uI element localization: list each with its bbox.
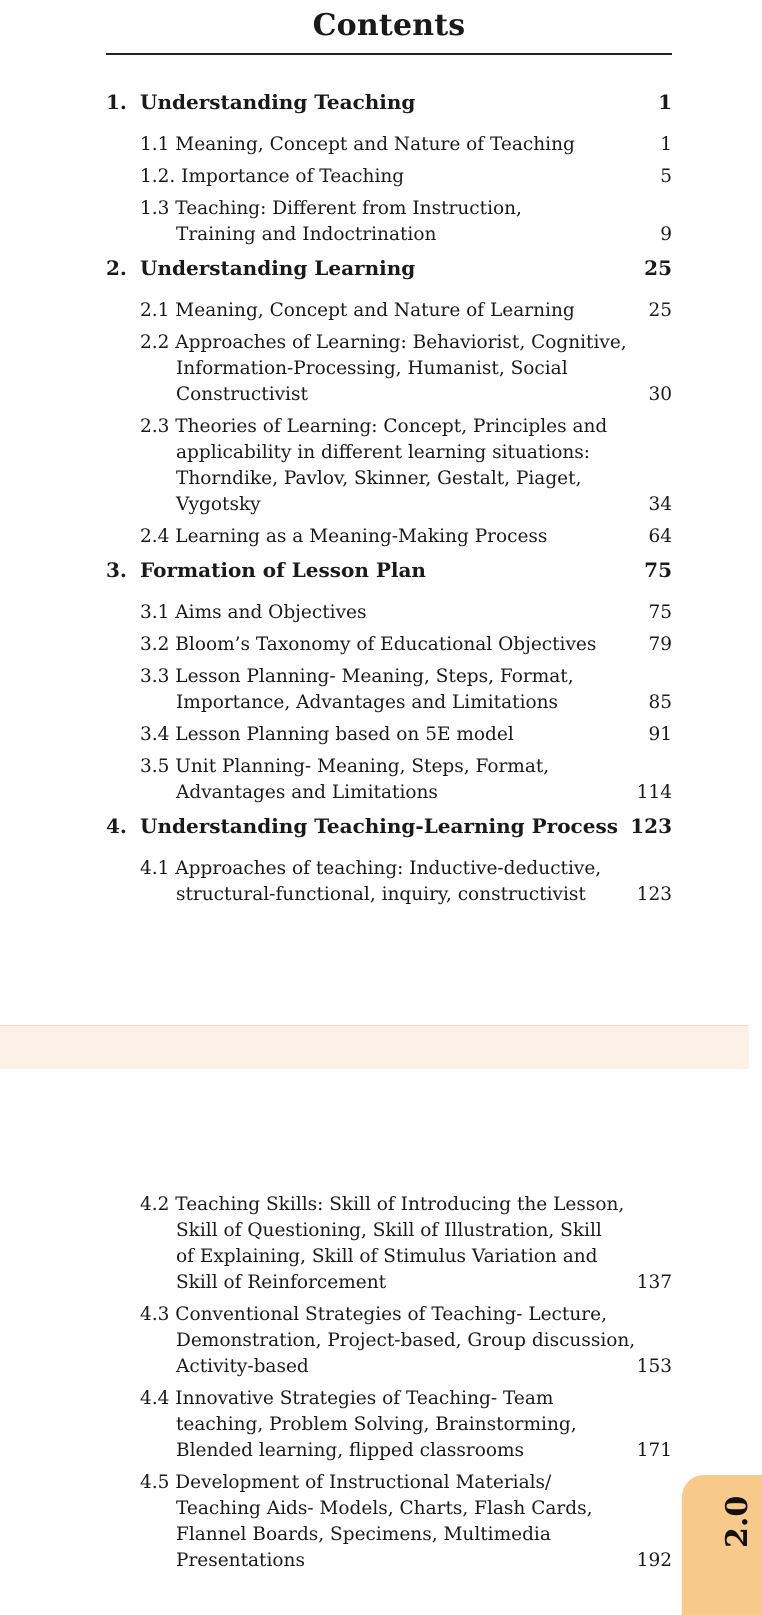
toc-entry-line: 2.1 Meaning, Concept and Nature of Learning (140, 300, 575, 321)
toc-entry-line: Teaching Aids- Models, Charts, Flash Cards, (176, 1498, 593, 1519)
toc-entry[interactable] (106, 722, 672, 748)
toc-chapter[interactable] (106, 90, 672, 126)
toc-entry[interactable] (106, 298, 672, 324)
toc-entry-line: Skill of Reinforcement (176, 1272, 387, 1293)
toc-entry[interactable] (106, 1386, 672, 1464)
toc-entry[interactable] (106, 330, 672, 408)
toc-entry-line: Advantages and Limitations (176, 782, 438, 803)
toc-entry[interactable] (106, 1192, 672, 1296)
toc-entry-title (140, 132, 614, 158)
toc-entry-page: 5 (660, 166, 672, 187)
chapter-page: 123 (630, 814, 672, 838)
toc-entry-line: Thorndike, Pavlov, Skinner, Gestalt, Piaget, (176, 468, 582, 489)
toc-entry-line: 4.2 Teaching Skills: Skill of Introducing the Lesson, (140, 1194, 625, 1215)
toc-entry[interactable] (106, 754, 672, 806)
toc-entry-line: 4.4 Innovative Strategies of Teaching- Team (140, 1388, 554, 1409)
toc-entry-page: 171 (636, 1440, 672, 1461)
toc-entry-line: Demonstration, Project-based, Group discussion, (176, 1330, 636, 1351)
toc-entry[interactable] (106, 196, 672, 248)
toc-entry-line: 4.1 Approaches of teaching: Inductive-deductive, (140, 858, 602, 879)
toc-entry-line: 4.5 Development of Instructional Materials/ (140, 1472, 552, 1493)
chapter-spacer (106, 914, 672, 916)
toc-entry-title (140, 600, 614, 626)
toc-entry-line: Presentations (176, 1550, 305, 1571)
toc-entry-title (140, 414, 614, 518)
toc-list-part-1 (106, 90, 672, 916)
toc-entry-line: 2.2 Approaches of Learning: Behaviorist, Cognitive, (140, 332, 627, 353)
chapter-page: 1 (658, 90, 672, 114)
toc-chapter[interactable] (106, 558, 672, 594)
toc-entry-page: 153 (636, 1356, 672, 1377)
toc-entry-title (140, 754, 614, 806)
toc-entry-line: Activity-based (176, 1356, 309, 1377)
toc-entry-line: 2.3 Theories of Learning: Concept, Principles and (140, 416, 608, 437)
toc-entry-line: 1.2. Importance of Teaching (140, 166, 405, 187)
toc-entry-page: 85 (648, 692, 672, 713)
toc-entry-page: 114 (636, 782, 672, 803)
toc-entry-page: 91 (648, 724, 672, 745)
toc-entry-title (140, 524, 614, 550)
chapter-title: Formation of Lesson Plan (140, 558, 426, 582)
toc-entry-title (140, 856, 614, 908)
toc-entry-line: 3.4 Lesson Planning based on 5E model (140, 724, 514, 745)
toc-entry[interactable] (106, 632, 672, 658)
toc-entry[interactable] (106, 164, 672, 190)
toc-entry-title (140, 330, 627, 408)
chapter-page: 25 (644, 256, 672, 280)
toc-entry-page: 30 (648, 384, 672, 405)
toc-entry-line: teaching, Problem Solving, Brainstorming, (176, 1414, 577, 1435)
toc-chapter[interactable] (106, 256, 672, 292)
toc-entry-page: 1 (660, 134, 672, 155)
toc-entry-title (140, 1302, 636, 1380)
toc-entry[interactable] (106, 1302, 672, 1380)
toc-entry-title (140, 196, 614, 248)
chapter-title: Understanding Teaching-Learning Process (140, 814, 618, 838)
toc-entry-page: 25 (648, 300, 672, 321)
toc-entry[interactable] (106, 1470, 672, 1574)
toc-entry-line: Skill of Questioning, Skill of Illustration, Skill (176, 1220, 602, 1241)
toc-entry-page: 64 (648, 526, 672, 547)
toc-entry-line: structural-functional, inquiry, constructivist (176, 884, 586, 905)
toc-entry[interactable] (106, 132, 672, 158)
toc-entry-page: 79 (648, 634, 672, 655)
toc-entry-line: 3.3 Lesson Planning- Meaning, Steps, Format, (140, 666, 574, 687)
toc-entry-line: Importance, Advantages and Limitations (176, 692, 559, 713)
toc-entry-page: 34 (648, 494, 672, 515)
toc-entry-page: 192 (636, 1550, 672, 1571)
toc-entry[interactable] (106, 414, 672, 518)
chapter-number: 1. (106, 90, 127, 114)
toc-entry-title (140, 722, 614, 748)
chapter-title: Understanding Learning (140, 256, 416, 280)
toc-entry[interactable] (106, 664, 672, 716)
toc-entry-line: 4.3 Conventional Strategies of Teaching- Lecture, (140, 1304, 607, 1325)
toc-page-2 (0, 1069, 749, 1600)
toc-entry-line: applicability in different learning situations: (176, 442, 591, 463)
toc-entry-title (140, 298, 614, 324)
toc-entry-title (140, 1470, 614, 1574)
title-rule (106, 53, 672, 55)
toc-entry-line: Constructivist (176, 384, 308, 405)
toc-entry-title (140, 664, 614, 716)
side-tab-label: 2.0 (720, 1495, 755, 1548)
toc-entry-line: Flannel Boards, Specimens, Multimedia (176, 1524, 551, 1545)
toc-entry-line: 2.4 Learning as a Meaning-Making Process (140, 526, 548, 547)
toc-list-part-2 (106, 1186, 672, 1580)
toc-entry-line: Information-Processing, Humanist, Social (176, 358, 568, 379)
toc-entry-line: 3.1 Aims and Objectives (140, 602, 367, 623)
toc-entry-line: 1.3 Teaching: Different from Instruction, (140, 198, 522, 219)
toc-entry-title (140, 1386, 614, 1464)
toc-entry-line: of Explaining, Skill of Stimulus Variation and (176, 1246, 598, 1267)
toc-entry[interactable] (106, 600, 672, 626)
toc-entry-line: 3.5 Unit Planning- Meaning, Steps, Format, (140, 756, 550, 777)
toc-entry-page: 137 (636, 1272, 672, 1293)
chapter-number: 4. (106, 814, 127, 838)
toc-entry-title (140, 1192, 625, 1296)
toc-entry-title (140, 632, 614, 658)
toc-entry-line: 3.2 Bloom’s Taxonomy of Educational Objectives (140, 634, 597, 655)
contents-title: Contents (312, 8, 466, 43)
toc-entry-page: 75 (648, 602, 672, 623)
toc-entry[interactable] (106, 524, 672, 550)
toc-entry-page: 123 (636, 884, 672, 905)
chapter-page: 75 (644, 558, 672, 582)
page-gap (0, 1025, 749, 1070)
chapter-title: Understanding Teaching (140, 90, 416, 114)
toc-entry-line: 1.1 Meaning, Concept and Nature of Teaching (140, 134, 575, 155)
toc-entry-page: 9 (660, 224, 672, 245)
toc-entry-line: Vygotsky (176, 494, 261, 515)
toc-entry-line: Blended learning, flipped classrooms (176, 1440, 525, 1461)
toc-entry[interactable] (106, 856, 672, 908)
toc-chapter[interactable] (106, 814, 672, 850)
toc-entry-line: Training and Indoctrination (176, 224, 437, 245)
chapter-number: 2. (106, 256, 127, 280)
chapter-number: 3. (106, 558, 127, 582)
toc-entry-title (140, 164, 614, 190)
